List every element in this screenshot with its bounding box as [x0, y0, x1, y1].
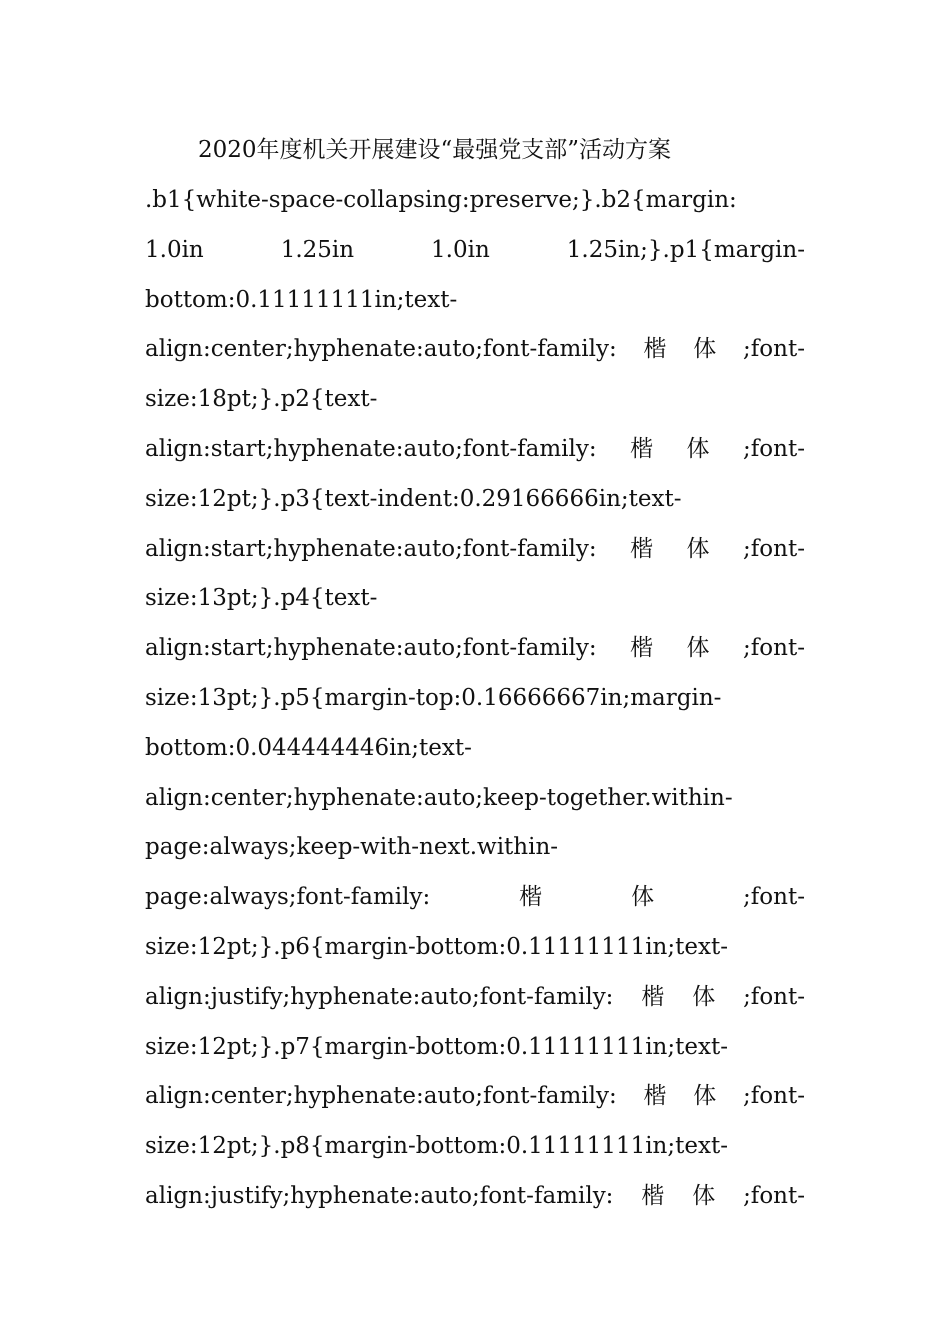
text-segment: 体	[686, 435, 710, 462]
text-segment: size:13pt;}.p5{margin-top:0.16666667in;margin-	[145, 684, 722, 711]
text-line	[145, 381, 805, 431]
text-line	[145, 580, 805, 630]
text-segment: size:12pt;}.p6{margin-bottom:0.11111111in;text-	[145, 933, 728, 960]
text-segment: ;font-	[743, 983, 805, 1010]
text-line	[145, 1029, 805, 1079]
document-title: 2020年度机关开展建设“最强党支部”活动方案	[198, 137, 672, 163]
text-line	[145, 431, 805, 481]
text-segment: size:12pt;}.p8{margin-bottom:0.11111111in;text-	[145, 1133, 728, 1160]
text-segment: align:justify;hyphenate:auto;font-family:	[145, 1182, 614, 1209]
text-segment: size:18pt;}.p2{text-	[145, 386, 378, 413]
text-segment: 楷	[630, 635, 654, 662]
text-segment: page:always;keep-with-next.within-	[145, 834, 559, 861]
text-line	[145, 680, 805, 730]
text-segment: 体	[686, 635, 710, 662]
text-segment: size:12pt;}.p3{text-indent:0.29166666in;text-	[145, 485, 682, 512]
text-segment: 楷	[630, 535, 654, 562]
text-segment: ;font-	[743, 336, 805, 363]
text-segment: 1.25in;}.p1{margin-	[566, 236, 805, 263]
text-line	[145, 879, 805, 929]
text-segment: 体	[686, 535, 710, 562]
text-line	[145, 630, 805, 680]
text-segment: 楷	[630, 435, 654, 462]
text-segment: .b1{white-space-collapsing:preserve;}.b2{margin:	[145, 187, 737, 213]
text-segment: align:start;hyphenate:auto;font-family:	[145, 635, 597, 662]
text-line	[145, 929, 805, 979]
text-segment: size:13pt;}.p4{text-	[145, 585, 378, 612]
text-segment: ;font-	[743, 635, 805, 662]
text-line	[145, 1078, 805, 1128]
text-segment: 体	[693, 336, 717, 363]
text-segment: ;font-	[743, 535, 805, 562]
text-segment: 楷	[643, 1083, 667, 1110]
text-segment: 体	[692, 983, 716, 1010]
text-segment: page:always;font-family:	[145, 884, 431, 911]
text-segment: align:start;hyphenate:auto;font-family:	[145, 535, 597, 562]
text-line	[145, 531, 805, 581]
text-segment: align:justify;hyphenate:auto;font-family:	[145, 983, 614, 1010]
text-segment: align:center;hyphenate:auto;keep-together.within-	[145, 784, 733, 811]
text-segment: 1.0in	[431, 236, 490, 263]
text-segment: 楷	[519, 884, 543, 911]
text-segment: 1.0in	[145, 236, 204, 263]
text-segment: size:12pt;}.p7{margin-bottom:0.11111111in;text-	[145, 1033, 728, 1060]
text-segment: 楷	[641, 1182, 665, 1209]
document-body	[145, 182, 805, 1228]
text-line	[145, 780, 805, 830]
text-line	[145, 481, 805, 531]
text-segment: 体	[693, 1083, 717, 1110]
text-segment: 楷	[643, 336, 667, 363]
text-segment: bottom:0.11111111in;text-	[145, 286, 458, 313]
text-segment: 1.25in	[280, 236, 355, 263]
text-segment: bottom:0.044444446in;text-	[145, 734, 472, 761]
text-line	[145, 829, 805, 879]
text-line	[145, 1128, 805, 1178]
text-line	[145, 182, 805, 232]
text-segment: align:center;hyphenate:auto;font-family:	[145, 336, 617, 363]
text-segment: ;font-	[743, 884, 805, 911]
text-segment: ;font-	[743, 435, 805, 462]
text-segment: align:center;hyphenate:auto;font-family:	[145, 1083, 617, 1110]
text-line	[145, 730, 805, 780]
text-line	[145, 1178, 805, 1228]
text-segment: 体	[631, 884, 655, 911]
text-segment: 楷	[641, 983, 665, 1010]
text-segment: ;font-	[743, 1182, 805, 1209]
text-line	[145, 979, 805, 1029]
text-segment: align:start;hyphenate:auto;font-family:	[145, 435, 597, 462]
text-line	[145, 282, 805, 332]
text-segment: 体	[692, 1182, 716, 1209]
text-line	[145, 232, 805, 282]
text-segment: ;font-	[743, 1083, 805, 1110]
text-line	[145, 331, 805, 381]
